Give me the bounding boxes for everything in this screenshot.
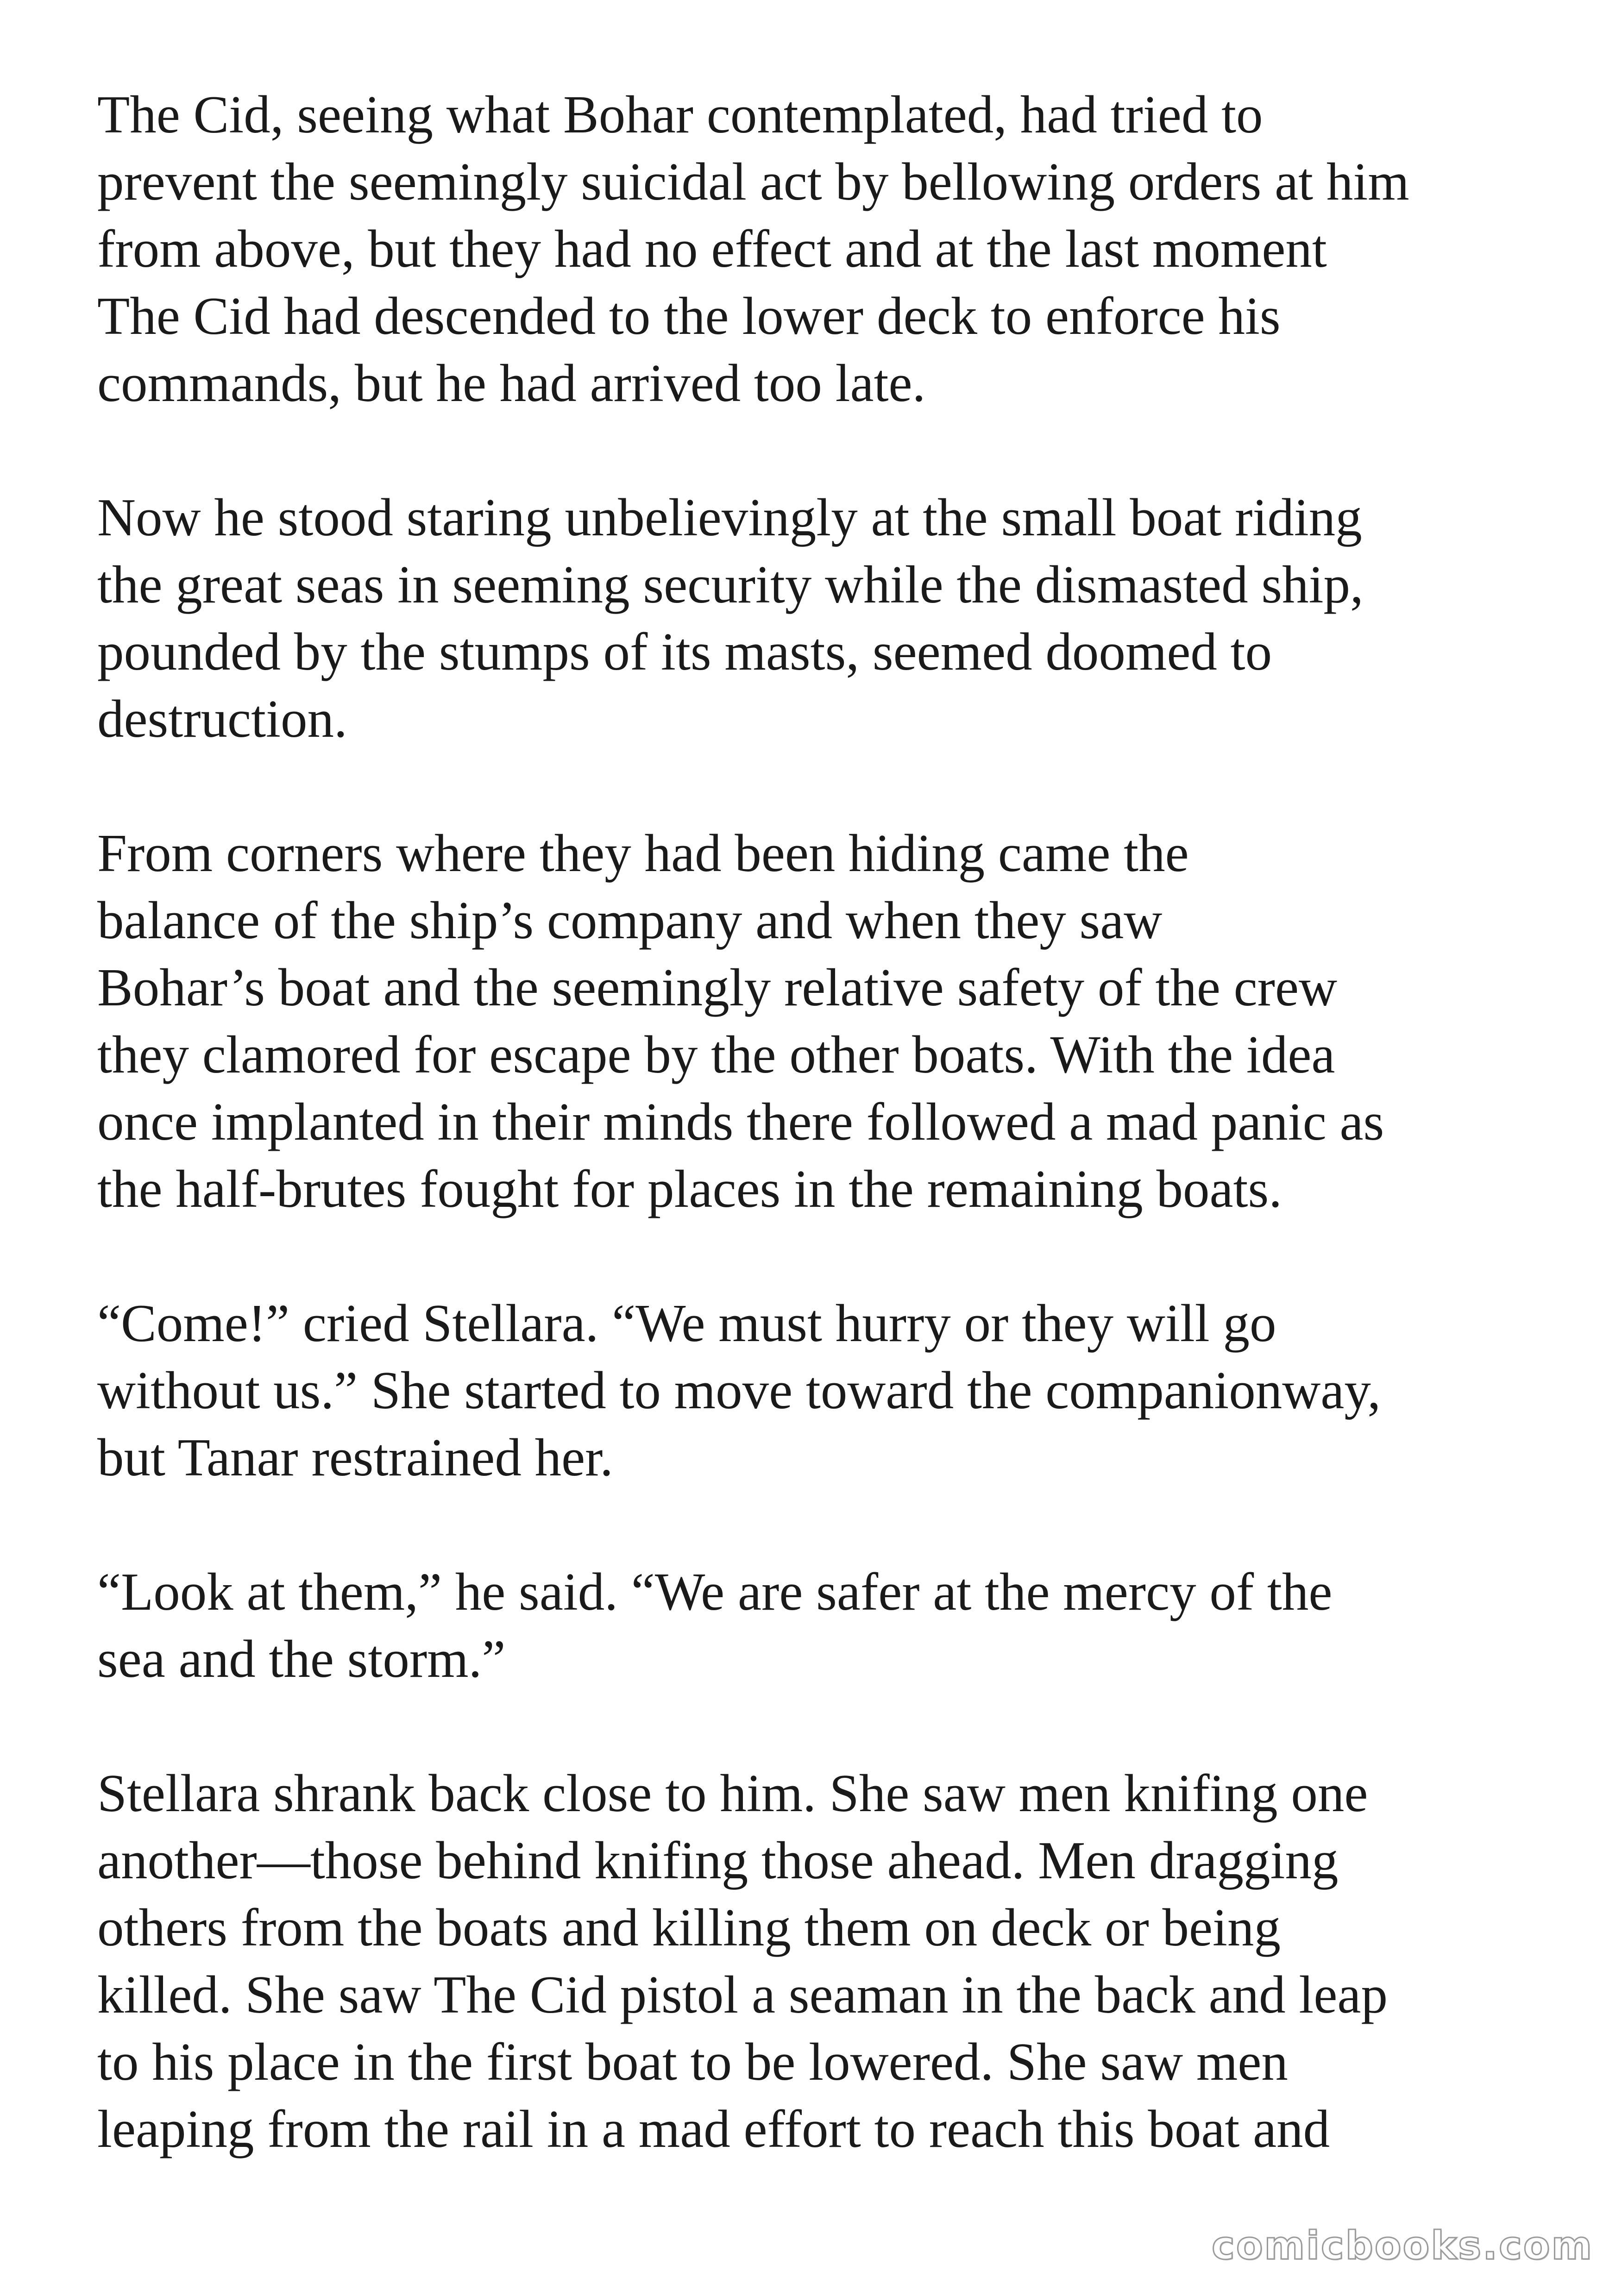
text-line: balance of the ship’s company and when they saw xyxy=(97,891,1163,950)
text-line: another—those behind knifing those ahead. Men dragging xyxy=(97,1831,1339,1890)
paragraph-1 xyxy=(97,81,1575,417)
text-line: without us.” She started to move toward the companionway, xyxy=(97,1361,1381,1420)
paragraph-6 xyxy=(97,1760,1575,2163)
paragraph-5 xyxy=(97,1558,1575,1693)
paragraph-2 xyxy=(97,484,1575,753)
watermark: comicbooks.com xyxy=(1212,2223,1593,2268)
text-line: others from the boats and killing them on deck or being xyxy=(97,1898,1281,1957)
text-line: The Cid had descended to the lower deck to enforce his xyxy=(97,287,1281,345)
text-line: Now he stood staring unbelievingly at the small boat riding xyxy=(97,488,1362,547)
paragraph-4 xyxy=(97,1290,1575,1491)
text-line: but Tanar restrained her. xyxy=(97,1428,613,1487)
text-line: from above, but they had no effect and at the last moment xyxy=(97,220,1327,278)
text-line: they clamored for escape by the other boats. With the idea xyxy=(97,1025,1335,1084)
text-line: killed. She saw The Cid pistol a seaman in the back and leap xyxy=(97,1965,1388,2024)
text-line: leaping from the rail in a mad effort to reach this boat and xyxy=(97,2100,1330,2158)
text-line: sea and the storm.” xyxy=(97,1630,506,1688)
text-line: once implanted in their minds there followed a mad panic as xyxy=(97,1092,1384,1151)
text-line: to his place in the first boat to be lowered. She saw men xyxy=(97,2033,1288,2091)
text-line: commands, but he had arrived too late. xyxy=(97,354,926,413)
text-line: From corners where they had been hiding came the xyxy=(97,824,1189,883)
body-text xyxy=(97,81,1575,2230)
paragraph-3 xyxy=(97,820,1575,1223)
text-line: destruction. xyxy=(97,690,347,748)
text-line: “Come!” cried Stellara. “We must hurry or they will go xyxy=(97,1294,1276,1353)
text-line: Stellara shrank back close to him. She saw men knifing one xyxy=(97,1764,1368,1823)
text-line: Bohar’s boat and the seemingly relative safety of the crew xyxy=(97,958,1338,1017)
text-line: the great seas in seeming security while the dismasted ship, xyxy=(97,555,1364,614)
text-line: “Look at them,” he said. “We are safer at the mercy of the xyxy=(97,1562,1333,1621)
text-line: The Cid, seeing what Bohar contemplated, had tried to xyxy=(97,85,1263,144)
text-line: pounded by the stumps of its masts, seemed doomed to xyxy=(97,622,1272,681)
text-line: the half-brutes fought for places in the remaining boats. xyxy=(97,1160,1282,1218)
text-line: prevent the seemingly suicidal act by bellowing orders at him xyxy=(97,152,1409,211)
